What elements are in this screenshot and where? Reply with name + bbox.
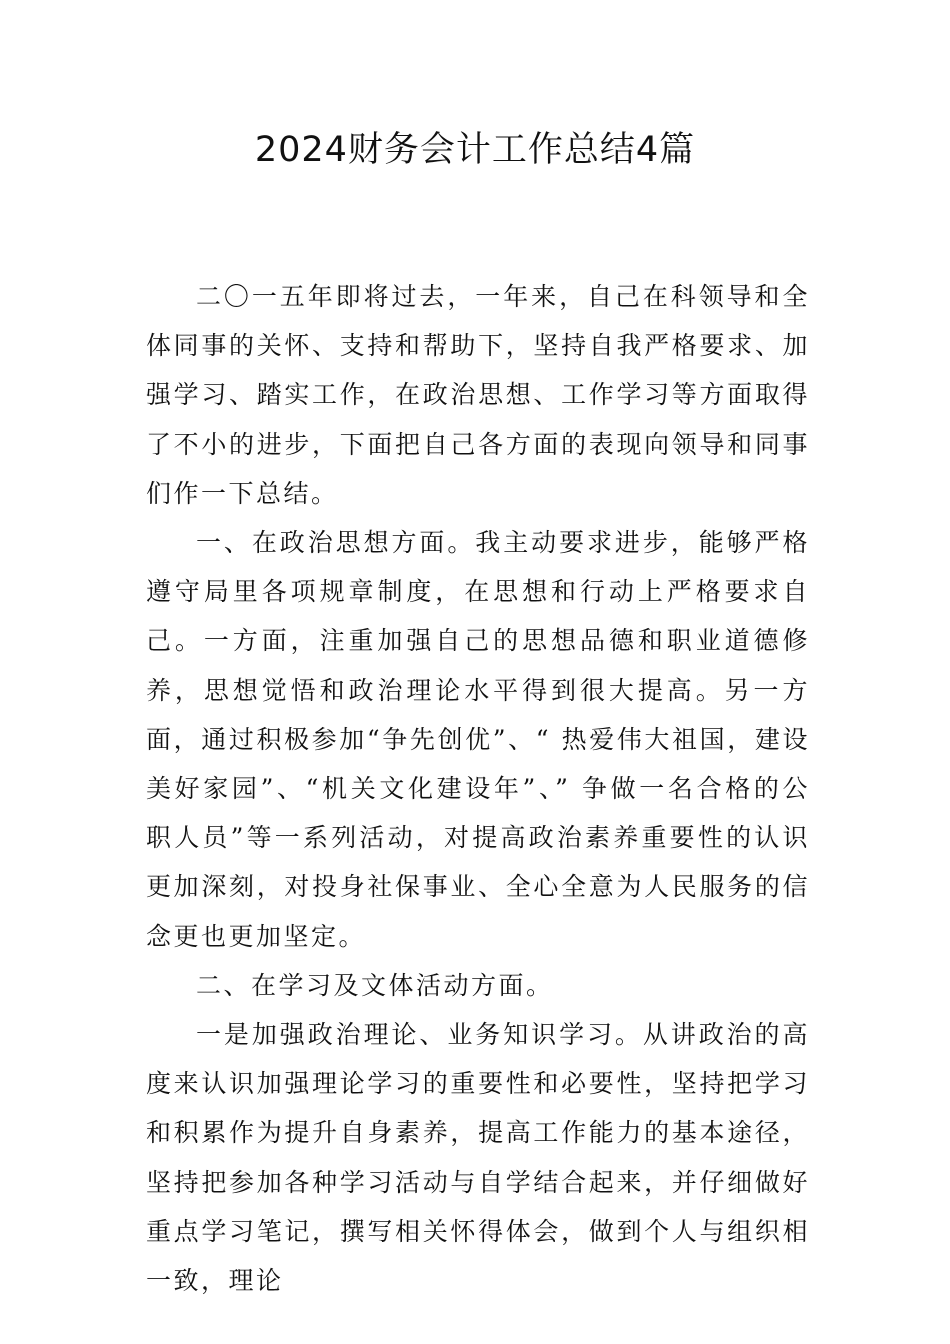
document-title: 2024财务会计工作总结4篇 [254,130,696,170]
paragraph-political-thought: 一、在政治思想方面。我主动要求进步，能够严格遵守局里各项规章制度，在思想和行动上严格要求自己。一方面，注重加强自己的思想品德和职业道德修养，思想觉悟和政治理论水平得到很大提高。另一方面，通过积极参加“争先创优”、“ 热爱伟大祖国，建设美好家园”、“机关文化建设年”、” 争做一名合格的公职人员”等一系列活动，对提高政治素养重要性的认识更加深刻，对投身社保事业、全心全意为人民服务的信念更也更加坚定。 [146,528,810,951]
paragraph-theory-study: 一是加强政治理论、业务知识学习。从讲政治的高度来认识加强理论学习的重要性和必要性，坚持把学习和积累作为提升自身素养，提高工作能力的基本途径，坚持把参加各种学习活动与自学结合起来，并仔细做好重点学习笔记，撰写相关怀得体会，做到个人与组织相一致，理论 [146,1020,810,1296]
document-body [146,272,810,1305]
paragraph-study-heading: 二、在学习及文体活动方面。 [196,970,554,1000]
paragraph-intro: 二〇一五年即将过去，一年来，自己在科领导和全体同事的关怀、支持和帮助下，坚持自我严格要求、加强学习、踏实工作，在政治思想、工作学习等方面取得了不小的进步，下面把自己各方面的表现向领导和同事们作一下总结。 [146,282,810,508]
